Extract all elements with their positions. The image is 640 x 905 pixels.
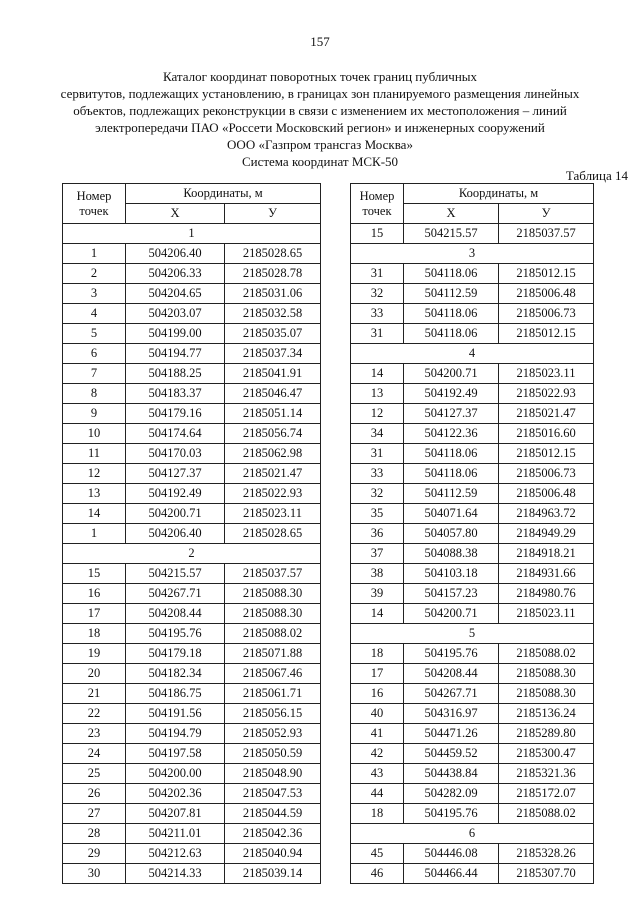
point-number-cell: 35 (351, 504, 404, 524)
header-num-line1: Номер (76, 188, 112, 203)
page-number: 157 (310, 34, 330, 49)
table-row (63, 704, 321, 724)
point-number-cell: 32 (351, 284, 404, 304)
x-coordinate-cell: 504191.56 (126, 704, 225, 724)
y-coordinate-cell: 2185022.93 (499, 384, 594, 404)
y-coordinate-cell: 2185039.14 (225, 864, 321, 884)
point-number-cell: 14 (63, 504, 126, 524)
y-coordinate-cell: 2185016.60 (499, 424, 594, 444)
title-line: ООО «Газпром трансгаз Москва» (227, 137, 413, 152)
x-coordinate-cell: 504122.36 (404, 424, 499, 444)
point-number-cell: 19 (63, 644, 126, 664)
point-number-cell: 14 (351, 364, 404, 384)
table-row (63, 524, 321, 544)
table-row (63, 504, 321, 524)
table-row (351, 644, 594, 664)
point-number-cell: 28 (63, 824, 126, 844)
table-row (351, 764, 594, 784)
y-coordinate-cell: 2185023.11 (499, 364, 594, 384)
x-coordinate-cell: 504204.65 (126, 284, 225, 304)
point-number-cell: 44 (351, 784, 404, 804)
y-coordinate-cell: 2185035.07 (225, 324, 321, 344)
point-number-cell: 30 (63, 864, 126, 884)
header-coordinates: Координаты, м (126, 184, 321, 204)
x-coordinate-cell: 504211.01 (126, 824, 225, 844)
y-coordinate-cell: 2185023.11 (499, 604, 594, 624)
x-coordinate-cell: 504200.71 (126, 504, 225, 524)
y-coordinate-cell: 2185006.73 (499, 464, 594, 484)
table-row (63, 764, 321, 784)
table-row (63, 804, 321, 824)
y-coordinate-cell: 2185031.06 (225, 284, 321, 304)
y-coordinate-cell: 2185056.15 (225, 704, 321, 724)
point-number-cell: 3 (63, 284, 126, 304)
x-coordinate-cell: 504112.59 (404, 484, 499, 504)
y-coordinate-cell: 2185041.91 (225, 364, 321, 384)
y-coordinate-cell: 2185006.48 (499, 284, 594, 304)
table-row (63, 444, 321, 464)
x-coordinate-cell: 504208.44 (126, 604, 225, 624)
point-number-cell: 2 (63, 264, 126, 284)
point-number-cell: 1 (63, 244, 126, 264)
y-coordinate-cell: 2185300.47 (499, 744, 594, 764)
x-coordinate-cell: 504267.71 (126, 584, 225, 604)
point-number-cell: 41 (351, 724, 404, 744)
y-coordinate-cell: 2185088.30 (499, 664, 594, 684)
section-number: 6 (351, 824, 594, 844)
point-number-cell: 7 (63, 364, 126, 384)
point-number-cell: 22 (63, 704, 126, 724)
point-number-cell: 34 (351, 424, 404, 444)
title-line: Система координат МСК-50 (241, 154, 399, 169)
point-number-cell: 33 (351, 304, 404, 324)
section-row (351, 624, 594, 644)
point-number-cell: 4 (63, 304, 126, 324)
table-row (63, 664, 321, 684)
point-number-cell: 5 (63, 324, 126, 344)
y-coordinate-cell: 2185022.93 (225, 484, 321, 504)
x-coordinate-cell: 504127.37 (404, 404, 499, 424)
section-row (351, 824, 594, 844)
point-number-cell: 12 (351, 404, 404, 424)
table-row (63, 784, 321, 804)
x-coordinate-cell: 504206.40 (126, 524, 225, 544)
table-row (63, 404, 321, 424)
table-row (351, 504, 594, 524)
y-coordinate-cell: 2185032.58 (225, 304, 321, 324)
title-line: объектов, подлежащих реконструкции в связи с изменением их местоположения – линий (73, 103, 567, 118)
y-coordinate-cell: 2185046.47 (225, 384, 321, 404)
table-row (351, 284, 594, 304)
x-coordinate-cell: 504192.49 (126, 484, 225, 504)
section-number: 2 (63, 544, 321, 564)
point-number-cell: 17 (351, 664, 404, 684)
y-coordinate-cell: 2184931.66 (499, 564, 594, 584)
header-x: X (126, 204, 225, 224)
y-coordinate-cell: 2184918.21 (499, 544, 594, 564)
y-coordinate-cell: 2185088.02 (499, 644, 594, 664)
x-coordinate-cell: 504208.44 (404, 664, 499, 684)
y-coordinate-cell: 2184980.76 (499, 584, 594, 604)
x-coordinate-cell: 504071.64 (404, 504, 499, 524)
point-number-cell: 33 (351, 464, 404, 484)
table-row (63, 464, 321, 484)
y-coordinate-cell: 2185050.59 (225, 744, 321, 764)
point-number-cell: 15 (63, 564, 126, 584)
table-row (351, 744, 594, 764)
y-coordinate-cell: 2185289.80 (499, 724, 594, 744)
y-coordinate-cell: 2185062.98 (225, 444, 321, 464)
y-coordinate-cell: 2185071.88 (225, 644, 321, 664)
table-row (63, 324, 321, 344)
x-coordinate-cell: 504197.58 (126, 744, 225, 764)
x-coordinate-cell: 504471.26 (404, 724, 499, 744)
section-number: 4 (351, 344, 594, 364)
y-coordinate-cell: 2185028.65 (225, 244, 321, 264)
table-row (63, 244, 321, 264)
table-row (351, 324, 594, 344)
x-coordinate-cell: 504118.06 (404, 324, 499, 344)
x-coordinate-cell: 504215.57 (404, 224, 499, 244)
point-number-cell: 43 (351, 764, 404, 784)
point-number-cell: 23 (63, 724, 126, 744)
point-number-cell: 13 (63, 484, 126, 504)
table-row (63, 824, 321, 844)
point-number-cell: 31 (351, 324, 404, 344)
point-number-cell: 38 (351, 564, 404, 584)
table-row (351, 664, 594, 684)
table-row (351, 544, 594, 564)
table-row (351, 404, 594, 424)
point-number-cell: 37 (351, 544, 404, 564)
x-coordinate-cell: 504466.44 (404, 864, 499, 884)
point-number-cell: 36 (351, 524, 404, 544)
y-coordinate-cell: 2185088.30 (225, 584, 321, 604)
x-coordinate-cell: 504183.37 (126, 384, 225, 404)
point-number-cell: 20 (63, 664, 126, 684)
x-coordinate-cell: 504446.08 (404, 844, 499, 864)
table-row (351, 564, 594, 584)
table-row (351, 864, 594, 884)
point-number-cell: 31 (351, 444, 404, 464)
x-coordinate-cell: 504157.23 (404, 584, 499, 604)
x-coordinate-cell: 504194.77 (126, 344, 225, 364)
point-number-cell: 27 (63, 804, 126, 824)
y-coordinate-cell: 2185040.94 (225, 844, 321, 864)
point-number-cell: 18 (63, 624, 126, 644)
point-number-cell: 16 (63, 584, 126, 604)
y-coordinate-cell: 2185088.30 (499, 684, 594, 704)
y-coordinate-cell: 2184963.72 (499, 504, 594, 524)
table-row (63, 644, 321, 664)
table-row (351, 704, 594, 724)
header-x: X (404, 204, 499, 224)
header-coordinates: Координаты, м (404, 184, 594, 204)
table-row (63, 424, 321, 444)
x-coordinate-cell: 504194.79 (126, 724, 225, 744)
y-coordinate-cell: 2185056.74 (225, 424, 321, 444)
point-number-cell: 14 (351, 604, 404, 624)
point-number-cell: 25 (63, 764, 126, 784)
x-coordinate-cell: 504118.06 (404, 444, 499, 464)
point-number-cell: 9 (63, 404, 126, 424)
table-row (63, 724, 321, 744)
header-y: У (225, 204, 321, 224)
table-row (351, 484, 594, 504)
section-row (63, 224, 321, 244)
header-point-number (63, 184, 126, 224)
y-coordinate-cell: 2185088.02 (225, 624, 321, 644)
table-row (351, 384, 594, 404)
table-row (351, 264, 594, 284)
x-coordinate-cell: 504057.80 (404, 524, 499, 544)
y-coordinate-cell: 2185136.24 (499, 704, 594, 724)
x-coordinate-cell: 504215.57 (126, 564, 225, 584)
x-coordinate-cell: 504203.07 (126, 304, 225, 324)
y-coordinate-cell: 2185088.30 (225, 604, 321, 624)
table-row (63, 584, 321, 604)
y-coordinate-cell: 2185044.59 (225, 804, 321, 824)
x-coordinate-cell: 504188.25 (126, 364, 225, 384)
point-number-cell: 24 (63, 744, 126, 764)
y-coordinate-cell: 2185006.48 (499, 484, 594, 504)
table-row (351, 804, 594, 824)
section-row (351, 244, 594, 264)
point-number-cell: 1 (63, 524, 126, 544)
x-coordinate-cell: 504200.71 (404, 364, 499, 384)
table-row (351, 524, 594, 544)
point-number-cell: 42 (351, 744, 404, 764)
point-number-cell: 45 (351, 844, 404, 864)
header-point-number (351, 184, 404, 224)
title-line: Каталог координат поворотных точек границ публичных (162, 69, 478, 84)
x-coordinate-cell: 504186.75 (126, 684, 225, 704)
title-line: электропередачи ПАО «Россети Московский регион» и инженерных сооружений (95, 120, 545, 135)
table-row (351, 724, 594, 744)
point-number-cell: 46 (351, 864, 404, 884)
table-row (63, 344, 321, 364)
x-coordinate-cell: 504199.00 (126, 324, 225, 344)
x-coordinate-cell: 504179.18 (126, 644, 225, 664)
table-row (351, 684, 594, 704)
point-number-cell: 11 (63, 444, 126, 464)
header-y: У (499, 204, 594, 224)
point-number-cell: 10 (63, 424, 126, 444)
table-row (63, 484, 321, 504)
x-coordinate-cell: 504127.37 (126, 464, 225, 484)
x-coordinate-cell: 504316.97 (404, 704, 499, 724)
y-coordinate-cell: 2185037.57 (225, 564, 321, 584)
table-row (351, 304, 594, 324)
y-coordinate-cell: 2185042.36 (225, 824, 321, 844)
x-coordinate-cell: 504103.18 (404, 564, 499, 584)
x-coordinate-cell: 504207.81 (126, 804, 225, 824)
y-coordinate-cell: 2185328.26 (499, 844, 594, 864)
point-number-cell: 8 (63, 384, 126, 404)
table-row (351, 224, 594, 244)
x-coordinate-cell: 504212.63 (126, 844, 225, 864)
y-coordinate-cell: 2185048.90 (225, 764, 321, 784)
table-row (63, 264, 321, 284)
point-number-cell: 12 (63, 464, 126, 484)
y-coordinate-cell: 2185021.47 (499, 404, 594, 424)
y-coordinate-cell: 2185006.73 (499, 304, 594, 324)
table-row (63, 304, 321, 324)
table-row (63, 864, 321, 884)
y-coordinate-cell: 2185051.14 (225, 404, 321, 424)
point-number-cell: 17 (63, 604, 126, 624)
x-coordinate-cell: 504267.71 (404, 684, 499, 704)
x-coordinate-cell: 504195.76 (404, 644, 499, 664)
table-row (63, 684, 321, 704)
table-row (63, 364, 321, 384)
x-coordinate-cell: 504202.36 (126, 784, 225, 804)
point-number-cell: 39 (351, 584, 404, 604)
x-coordinate-cell: 504170.03 (126, 444, 225, 464)
point-number-cell: 29 (63, 844, 126, 864)
point-number-cell: 18 (351, 804, 404, 824)
y-coordinate-cell: 2185052.93 (225, 724, 321, 744)
y-coordinate-cell: 2185047.53 (225, 784, 321, 804)
y-coordinate-cell: 2185012.15 (499, 264, 594, 284)
section-number: 5 (351, 624, 594, 644)
x-coordinate-cell: 504438.84 (404, 764, 499, 784)
point-number-cell: 15 (351, 224, 404, 244)
point-number-cell: 32 (351, 484, 404, 504)
point-number-cell: 16 (351, 684, 404, 704)
x-coordinate-cell: 504206.40 (126, 244, 225, 264)
table-row (351, 604, 594, 624)
x-coordinate-cell: 504182.34 (126, 664, 225, 684)
x-coordinate-cell: 504088.38 (404, 544, 499, 564)
title-line: сервитутов, подлежащих установлению, в границах зон планируемого размещения линейных (60, 86, 580, 101)
y-coordinate-cell: 2185088.02 (499, 804, 594, 824)
y-coordinate-cell: 2185012.15 (499, 324, 594, 344)
y-coordinate-cell: 2185028.65 (225, 524, 321, 544)
table-row (63, 624, 321, 644)
x-coordinate-cell: 504118.06 (404, 264, 499, 284)
table-row (63, 284, 321, 304)
header-num-line2: точек (362, 203, 392, 218)
y-coordinate-cell: 2185067.46 (225, 664, 321, 684)
table-row (63, 844, 321, 864)
y-coordinate-cell: 2185021.47 (225, 464, 321, 484)
document-title (60, 68, 580, 170)
x-coordinate-cell: 504118.06 (404, 304, 499, 324)
y-coordinate-cell: 2185023.11 (225, 504, 321, 524)
coordinates-table-left (62, 183, 321, 884)
x-coordinate-cell: 504118.06 (404, 464, 499, 484)
x-coordinate-cell: 504214.33 (126, 864, 225, 884)
section-row (63, 544, 321, 564)
table-row (63, 384, 321, 404)
point-number-cell: 26 (63, 784, 126, 804)
section-number: 1 (63, 224, 321, 244)
section-number: 3 (351, 244, 594, 264)
point-number-cell: 21 (63, 684, 126, 704)
y-coordinate-cell: 2185028.78 (225, 264, 321, 284)
table-row (351, 444, 594, 464)
header-num-line1: Номер (359, 188, 395, 203)
y-coordinate-cell: 2185321.36 (499, 764, 594, 784)
table-row (351, 424, 594, 444)
point-number-cell: 40 (351, 704, 404, 724)
x-coordinate-cell: 504195.76 (404, 804, 499, 824)
x-coordinate-cell: 504192.49 (404, 384, 499, 404)
table-row (351, 844, 594, 864)
point-number-cell: 6 (63, 344, 126, 364)
table-row (63, 744, 321, 764)
section-row (351, 344, 594, 364)
x-coordinate-cell: 504112.59 (404, 284, 499, 304)
y-coordinate-cell: 2185037.57 (499, 224, 594, 244)
y-coordinate-cell: 2185172.07 (499, 784, 594, 804)
point-number-cell: 13 (351, 384, 404, 404)
y-coordinate-cell: 2185012.15 (499, 444, 594, 464)
coordinates-table-right (350, 183, 594, 884)
table-row (351, 464, 594, 484)
y-coordinate-cell: 2185037.34 (225, 344, 321, 364)
table-row (63, 604, 321, 624)
x-coordinate-cell: 504179.16 (126, 404, 225, 424)
table-label: Таблица 14 (565, 168, 628, 183)
x-coordinate-cell: 504195.76 (126, 624, 225, 644)
header-num-line2: точек (79, 203, 109, 218)
table-row (63, 564, 321, 584)
x-coordinate-cell: 504200.00 (126, 764, 225, 784)
table-row (351, 364, 594, 384)
point-number-cell: 18 (351, 644, 404, 664)
x-coordinate-cell: 504200.71 (404, 604, 499, 624)
point-number-cell: 31 (351, 264, 404, 284)
x-coordinate-cell: 504282.09 (404, 784, 499, 804)
table-row (351, 784, 594, 804)
x-coordinate-cell: 504206.33 (126, 264, 225, 284)
y-coordinate-cell: 2184949.29 (499, 524, 594, 544)
x-coordinate-cell: 504459.52 (404, 744, 499, 764)
y-coordinate-cell: 2185307.70 (499, 864, 594, 884)
y-coordinate-cell: 2185061.71 (225, 684, 321, 704)
x-coordinate-cell: 504174.64 (126, 424, 225, 444)
table-row (351, 584, 594, 604)
